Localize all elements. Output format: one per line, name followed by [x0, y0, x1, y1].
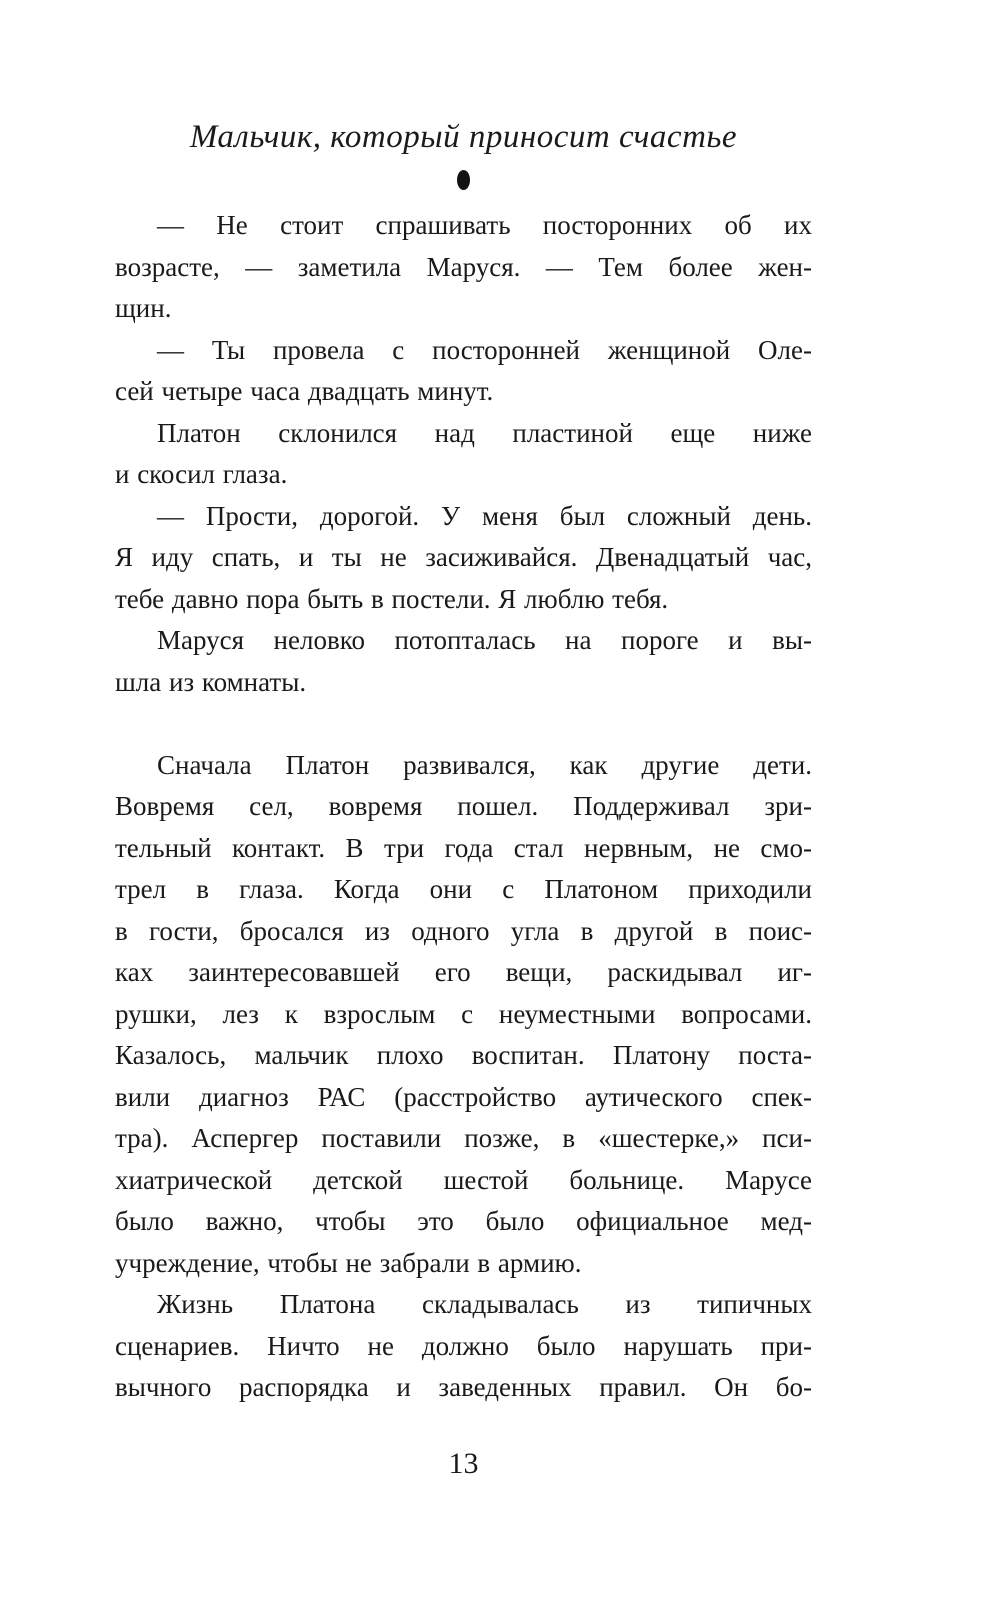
text-line: в гости, бросался из одного угла в другой в поис-	[115, 915, 812, 946]
text-line: Жизнь Платона складывалась из типичных	[157, 1289, 812, 1319]
text-line: Платон склонился над пластиной еще ниже	[157, 417, 812, 448]
text-line: было важно, чтобы это было официальное мед-	[115, 1206, 812, 1236]
text-line: и скосил глаза.	[115, 459, 288, 489]
text-line: учреждение, чтобы не забрали в армию.	[115, 1247, 582, 1278]
text-line: трел в глаза. Когда они с Платоном приходили	[115, 874, 812, 904]
text-line: — Не стоит спрашивать посторонних об их	[157, 210, 812, 240]
text-line: Сначала Платон развивался, как другие дети.	[157, 749, 812, 780]
text-lines	[115, 205, 812, 1409]
text-line: хиатрической детской шестой больнице. Марусе	[115, 1164, 812, 1195]
text-line: вили диагноз РАС (расстройство аутического спек-	[115, 1081, 812, 1112]
text-line: тебе давно пора быть в постели. Я люблю тебя.	[115, 583, 669, 614]
text-line: Вовремя сел, вовремя пошел. Поддерживал зри-	[115, 791, 812, 821]
text-line: сценариев. Ничто не должно было нарушать при-	[115, 1330, 812, 1361]
separator-dot-icon	[457, 170, 470, 190]
text-line: шла из комнаты.	[115, 666, 307, 697]
text-line: ках заинтересовавшей его вещи, раскидывал иг-	[115, 957, 812, 987]
text-line: — Ты провела с посторонней женщиной Оле-	[157, 334, 812, 365]
text-line: Маруся неловко потопталась на пороге и вы-	[157, 625, 812, 655]
text-line: вычного распорядка и заведенных правил. Он бо-	[115, 1372, 812, 1402]
text-line: возрасте, — заметила Маруся. — Тем более жен-	[115, 251, 812, 282]
text-line: рушки, лез к взрослым с неуместными вопросами.	[115, 998, 812, 1029]
page-number: 13	[448, 1447, 479, 1480]
text-line: щин.	[115, 293, 172, 323]
running-header-title: Мальчик, который приносит счастье	[189, 119, 738, 155]
text-line: тельный контакт. В три года стал нервным, не смо-	[115, 832, 812, 863]
text-line: — Прости, дорогой. У меня был сложный день.	[157, 500, 812, 531]
section-separator	[115, 168, 812, 192]
text-line: Я иду спать, и ты не засиживайся. Двенадцатый час,	[115, 542, 812, 572]
text-line: Казалось, мальчик плохо воспитан. Платону поста-	[115, 1040, 812, 1070]
text-line: тра). Аспергер поставили позже, в «шестерке,» пси-	[115, 1123, 812, 1153]
text-line: сей четыре часа двадцать минут.	[115, 376, 494, 406]
